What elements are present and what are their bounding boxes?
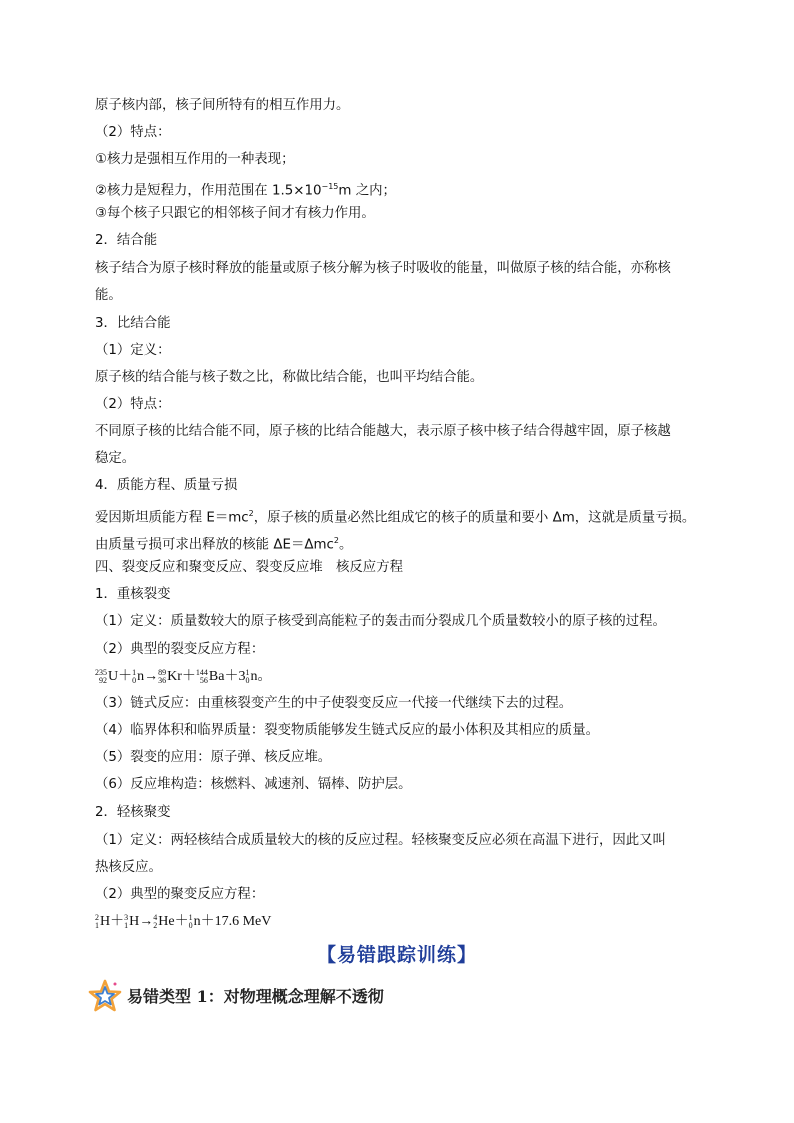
text-line: （3）链式反应：由重核裂变产生的中子使裂变反应一代接一代继续下去的过程。 bbox=[95, 696, 573, 711]
text-line: 原子核的结合能与核子数之比，称做比结合能，也叫平均结合能。 bbox=[95, 370, 484, 385]
text-line: （5）裂变的应用：原子弹、核反应堆。 bbox=[95, 750, 332, 765]
fusion-equation: 2 1 H＋ 3 1 H→ 4 2 He＋ 1 0 n＋17.6 MeV bbox=[95, 912, 272, 930]
section-heading: 2．结合能 bbox=[95, 233, 158, 248]
text-line: ②核力是短程力，作用范围在 $1.5\times 10^{-15}m$ 之内； bbox=[95, 182, 396, 199]
text-line: 稳定。 bbox=[95, 451, 136, 466]
section-heading: 2．轻核聚变 bbox=[95, 805, 171, 820]
text-line: （6）反应堆构造：核燃料、减速剂、镉棒、防护层。 bbox=[95, 777, 412, 792]
text-line: （2）典型的裂变反应方程： bbox=[95, 642, 265, 657]
section-banner: 【易错跟踪训练】 bbox=[316, 944, 477, 966]
text-line: （1）定义： bbox=[95, 343, 171, 358]
fission-equation: 235 92 U＋ 1 0 n→ 89 36 Kr＋ 144 56 Ba＋3 1 0 n。 bbox=[95, 667, 272, 685]
text-line: 核子结合为原子核时释放的能量或原子核分解为核子时吸收的能量，叫做原子核的结合能，亦称核 bbox=[95, 261, 671, 276]
text-line: （1）定义：两轻核结合成质量较大的核的反应过程。轻核聚变反应必须在高温下进行，因此又叫 bbox=[95, 833, 666, 848]
text-line: （1）定义：质量数较大的原子核受到高能粒子的轰击而分裂成几个质量数较小的原子核的过程。 bbox=[95, 614, 666, 629]
text-line: 不同原子核的比结合能不同，原子核的比结合能越大，表示原子核中核子结合得越牢固，原子核越 bbox=[95, 424, 671, 439]
star-icon bbox=[88, 979, 122, 1013]
section-heading: 4．质能方程、质量亏损 bbox=[95, 478, 238, 493]
section-heading: 四、裂变反应和聚变反应、裂变反应堆 核反应方程 bbox=[95, 560, 403, 575]
text-line: ③每个核子只跟它的相邻核子间才有核力作用。 bbox=[95, 206, 375, 221]
text-line: 能。 bbox=[95, 288, 122, 303]
text-line: 原子核内部，核子间所特有的相互作用力。 bbox=[95, 98, 350, 113]
text-line: 由质量亏损可求出释放的核能 ΔE＝Δmc$^2$。 bbox=[95, 536, 353, 553]
text-line: （2）特点： bbox=[95, 125, 171, 140]
text-line: ①核力是强相互作用的一种表现； bbox=[95, 152, 295, 167]
text-line: 爱因斯坦质能方程 $E=mc^2$，原子核的质量必然比组成它的核子的质量和要小 Δm，这就是质量亏损。 bbox=[95, 509, 696, 526]
text-line: 热核反应。 bbox=[95, 860, 162, 875]
text-line: （2）特点： bbox=[95, 397, 171, 412]
text-line: （4）临界体积和临界质量：裂变物质能够发生链式反应的最小体积及其相应的质量。 bbox=[95, 723, 599, 738]
text-line: （2）典型的聚变反应方程： bbox=[95, 887, 265, 902]
subsection-title: 易错类型 1：对物理概念理解不透彻 bbox=[127, 987, 384, 1006]
section-heading: 3．比结合能 bbox=[95, 316, 171, 331]
section-heading: 1．重核裂变 bbox=[95, 587, 171, 602]
